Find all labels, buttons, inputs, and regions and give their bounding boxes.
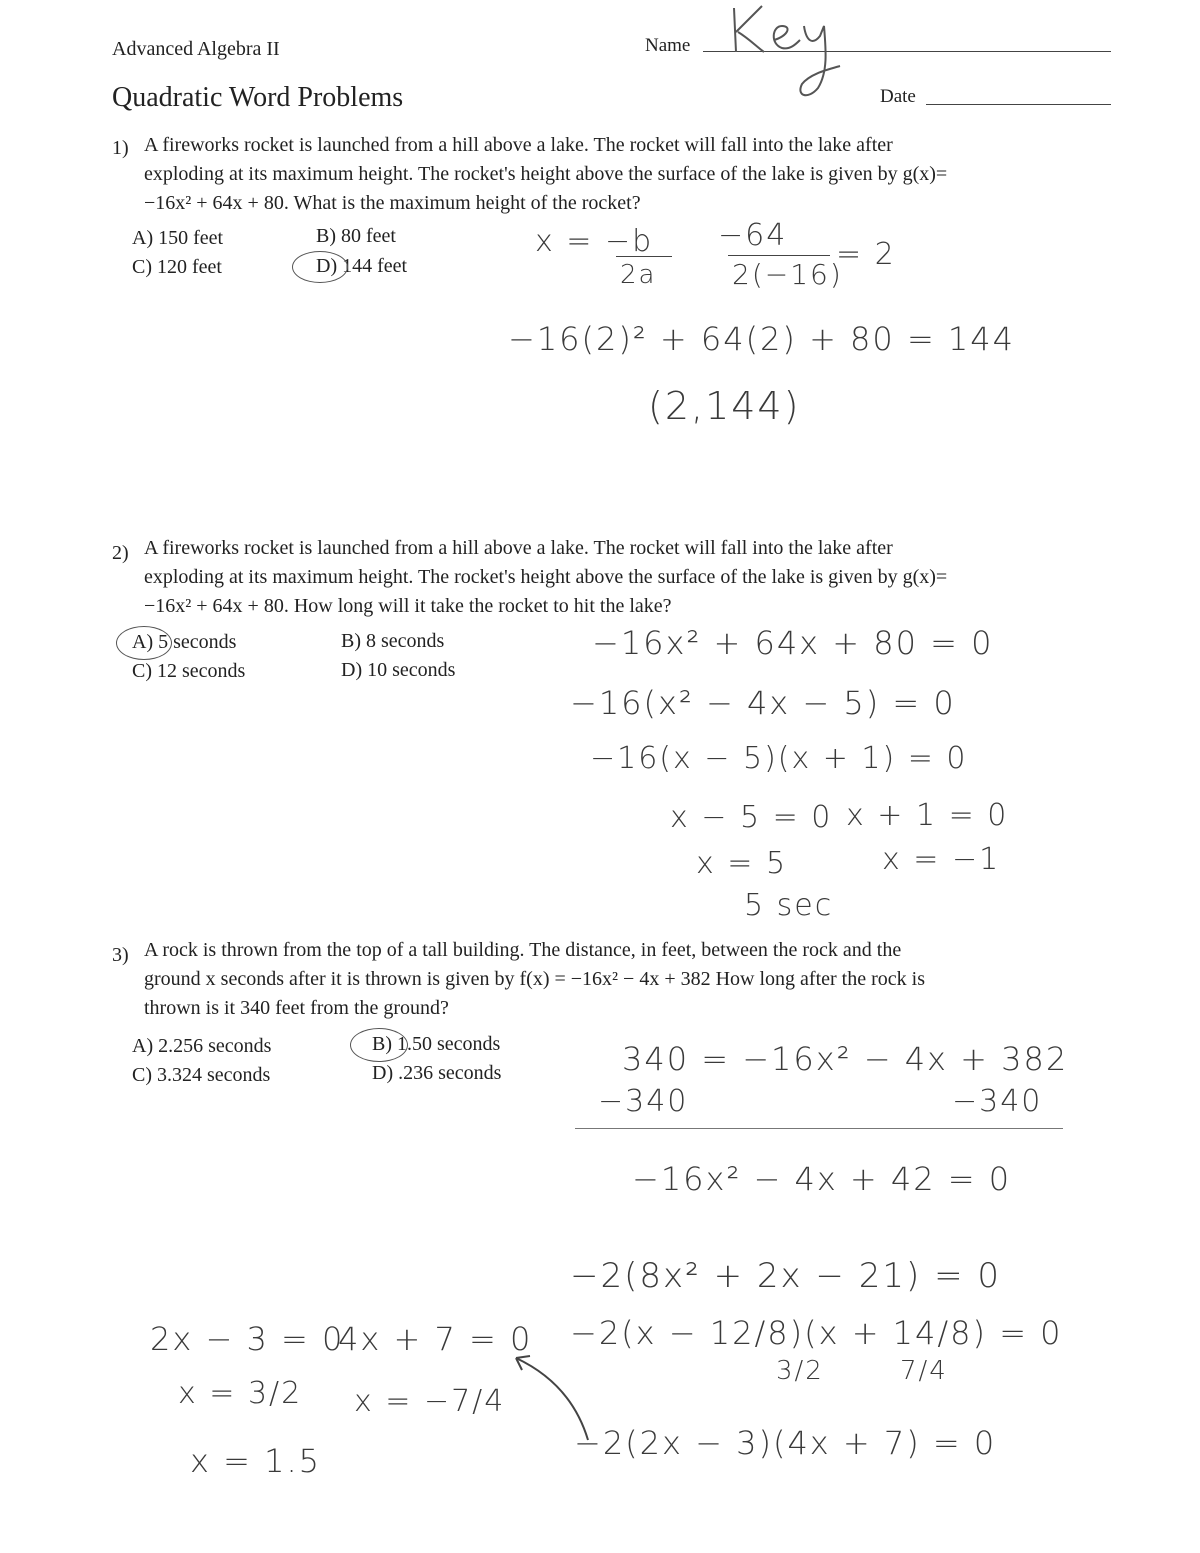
question-1-line-1: A fireworks rocket is launched from a hill above a lake. The rocket will fall into the lake after (144, 134, 893, 156)
q3-work-reduced-3-2: 3/2 (776, 1356, 824, 1386)
question-3-number: 3) (112, 944, 129, 966)
question-1-answer-circle (292, 251, 348, 283)
question-1-number: 1) (112, 137, 129, 159)
question-1-line-3: −16x² + 64x + 80. What is the maximum height of the rocket? (144, 192, 641, 214)
q3-work-arrow-icon (500, 1340, 600, 1450)
q3-work-root-2-eq: 4x + 7 = 0 (338, 1320, 533, 1358)
q3-work-setup: 340 = −16x² − 4x + 382 (622, 1040, 1069, 1078)
date-line (926, 104, 1111, 105)
q2-work-factor-gcf: −16(x² − 4x − 5) = 0 (570, 684, 956, 722)
question-1-option-a: A) 150 feet (132, 227, 224, 249)
q2-work-root-1-eq: x − 5 = 0 (670, 800, 833, 835)
q1-work-fraction-bar-1 (616, 256, 672, 257)
q1-work-2a: 2a (620, 260, 657, 290)
question-2-line-3: −16x² + 64x + 80. How long will it take the rocket to hit the lake? (144, 595, 672, 617)
q1-work-vertex-formula: x = −b (535, 224, 654, 259)
q1-work-evaluate: −16(2)² + 64(2) + 80 = 144 (508, 320, 1015, 358)
q3-work-root-1-eq: 2x − 3 = 0 (150, 1320, 345, 1358)
q3-work-root-1: x = 3/2 (178, 1376, 303, 1411)
q3-work-root-2: x = −7/4 (354, 1384, 506, 1419)
q2-work-equation: −16x² + 64x + 80 = 0 (592, 624, 994, 662)
q2-work-root-2: x = −1 (882, 842, 1001, 877)
question-2-option-d: D) 10 seconds (341, 659, 456, 681)
question-1-text (144, 131, 1094, 218)
question-2-number: 2) (112, 542, 129, 564)
q2-work-factored: −16(x − 5)(x + 1) = 0 (590, 741, 968, 776)
q2-work-root-1: x = 5 (696, 846, 788, 881)
question-2-option-b: B) 8 seconds (341, 630, 445, 652)
question-2-line-2: exploding at its maximum height. The rocket's height above the surface of the lake is given by g(x)= (144, 566, 948, 588)
question-3-option-c: C) 3.324 seconds (132, 1064, 271, 1086)
q3-work-integer-factored: −2(2x − 3)(4x + 7) = 0 (574, 1424, 997, 1462)
q3-work-factor-gcf: −2(8x² + 2x − 21) = 0 (570, 1256, 1001, 1296)
question-2-line-1: A fireworks rocket is launched from a hill above a lake. The rocket will fall into the lake after (144, 537, 893, 559)
name-label: Name (645, 35, 691, 56)
q1-work-2-neg16: 2(−16) (732, 258, 843, 291)
question-3-option-a: A) 2.256 seconds (132, 1035, 272, 1057)
question-1-option-d: D) 144 feet (316, 255, 408, 277)
course-name: Advanced Algebra II (112, 38, 280, 60)
question-1-option-b: B) 80 feet (316, 225, 396, 247)
question-1-option-c: C) 120 feet (132, 256, 222, 278)
date-label: Date (880, 86, 916, 107)
question-3-answer-circle (350, 1028, 408, 1062)
q3-work-rule (575, 1128, 1063, 1129)
question-3-line-1: A rock is thrown from the top of a tall building. The distance, in feet, between the rock and the (144, 939, 902, 961)
question-2-option-a: A) 5 seconds (132, 631, 237, 653)
question-3-option-b: B) 1.50 seconds (372, 1033, 501, 1055)
q2-work-root-2-eq: x + 1 = 0 (846, 798, 1009, 833)
question-3-line-3: thrown is it 340 feet from the ground? (144, 997, 449, 1019)
q3-work-standard-form: −16x² − 4x + 42 = 0 (632, 1160, 1012, 1198)
q3-work-decimal-answer: x = 1.5 (190, 1442, 321, 1480)
question-2-text (144, 534, 1094, 621)
question-2-answer-circle (116, 626, 172, 660)
question-3-option-d: D) .236 seconds (372, 1062, 502, 1084)
q1-work-minus-64: −64 (718, 218, 788, 253)
question-3-line-2: ground x seconds after it is thrown is given by f(x) = −16x² − 4x + 382 How long after the rock is (144, 968, 925, 990)
q3-work-subtract-left: −340 (598, 1084, 689, 1119)
q1-work-vertex-point: (2,144) (648, 384, 801, 428)
name-value-key-handwriting (716, 0, 876, 110)
q1-work-fraction-bar-2 (728, 255, 830, 256)
q3-work-reduced-7-4: 7/4 (900, 1356, 948, 1386)
question-3-text (144, 936, 1094, 1023)
question-2-option-c: C) 12 seconds (132, 660, 246, 682)
q1-work-equals-2: = 2 (836, 237, 896, 272)
q2-work-answer: 5 sec (744, 888, 834, 923)
question-1-line-2: exploding at its maximum height. The rocket's height above the surface of the lake is given by g(x)= (144, 163, 948, 185)
worksheet-title: Quadratic Word Problems (112, 82, 404, 113)
q3-work-subtract-right: −340 (952, 1084, 1043, 1119)
q3-work-factored-fractions: −2(x − 12/8)(x + 14/8) = 0 (570, 1314, 1063, 1352)
